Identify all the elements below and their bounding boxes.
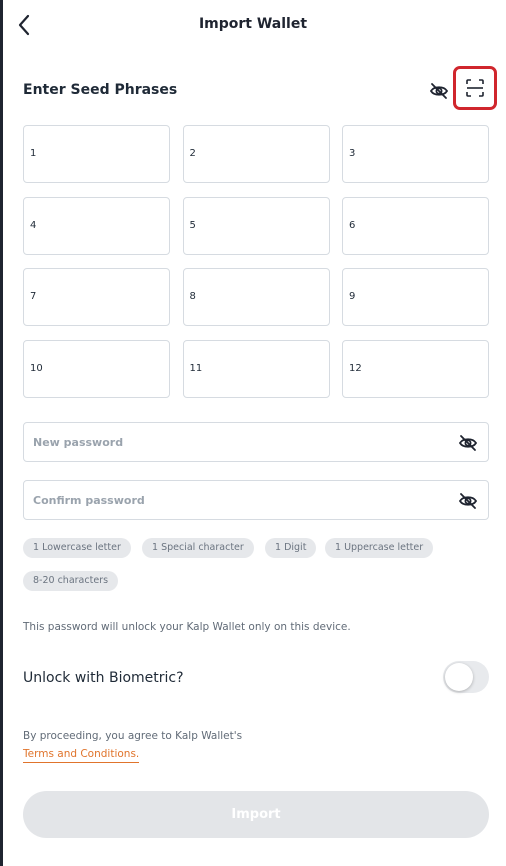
page-title: Import Wallet: [198, 16, 308, 32]
seed-word-number: 3: [349, 148, 356, 159]
seed-word-input-5[interactable]: [183, 197, 330, 255]
biometric-label: Unlock with Biometric?: [23, 670, 184, 686]
seed-word-number: 12: [349, 362, 362, 374]
seed-phrase-grid: [23, 125, 489, 398]
seed-word-input-12[interactable]: [342, 340, 489, 398]
header: [0, 0, 506, 52]
requirement-chip: 1 Lowercase letter: [23, 538, 131, 558]
eye-off-icon: [458, 491, 478, 511]
toggle-knob: [445, 663, 473, 691]
seed-word-input-10[interactable]: [23, 340, 170, 398]
seed-word-input-3[interactable]: [342, 125, 489, 183]
terms-link[interactable]: Terms and Conditions.: [23, 748, 139, 763]
new-password-field[interactable]: [23, 422, 489, 462]
confirm-password-placeholder: Confirm password: [33, 494, 145, 507]
toggle-confirm-password-visibility[interactable]: [458, 491, 478, 511]
window-edge: [0, 0, 3, 866]
confirm-password-field[interactable]: [23, 480, 489, 520]
scan-qr-button[interactable]: [453, 66, 497, 110]
biometric-row: [23, 661, 489, 695]
seed-word-number: 9: [349, 291, 356, 302]
seed-word-input-6[interactable]: [342, 197, 489, 255]
import-button[interactable]: Import: [23, 791, 489, 838]
password-note: This password will unlock your Kalp Wallet only on this device.: [23, 621, 351, 633]
seed-word-input-11[interactable]: [183, 340, 330, 398]
seed-word-number: 6: [349, 219, 356, 231]
biometric-toggle[interactable]: [443, 661, 489, 693]
seed-word-number: 10: [30, 362, 43, 374]
seed-word-number: 4: [30, 219, 37, 231]
requirement-chip: 1 Special character: [142, 538, 254, 558]
seed-word-input-9[interactable]: [342, 268, 489, 326]
seed-word-number: 7: [30, 291, 37, 302]
seed-word-number: 5: [189, 219, 196, 231]
seed-word-input-1[interactable]: [23, 125, 170, 183]
seed-word-number: 8: [189, 291, 196, 302]
seed-section-title: Enter Seed Phrases: [23, 82, 178, 98]
eye-off-icon: [429, 81, 449, 101]
agreement-text: By proceeding, you agree to Kalp Wallet's: [23, 730, 243, 742]
seed-word-input-2[interactable]: [183, 125, 330, 183]
seed-section-header: [23, 75, 489, 107]
seed-word-number: 11: [189, 362, 203, 374]
seed-word-number: 1: [30, 148, 37, 159]
seed-word-input-4[interactable]: [23, 197, 170, 255]
toggle-seed-visibility[interactable]: [429, 81, 449, 101]
seed-word-input-7[interactable]: [23, 268, 170, 326]
seed-word-input-8[interactable]: [183, 268, 330, 326]
requirement-chip: 1 Uppercase letter: [325, 538, 433, 558]
eye-off-icon: [458, 433, 478, 453]
toggle-new-password-visibility[interactable]: [458, 433, 478, 453]
seed-word-number: 2: [189, 148, 196, 159]
requirement-chip: 8-20 characters: [23, 571, 118, 591]
requirement-chip: 1 Digit: [265, 538, 316, 558]
scan-icon: [465, 78, 485, 98]
new-password-placeholder: New password: [33, 436, 124, 449]
